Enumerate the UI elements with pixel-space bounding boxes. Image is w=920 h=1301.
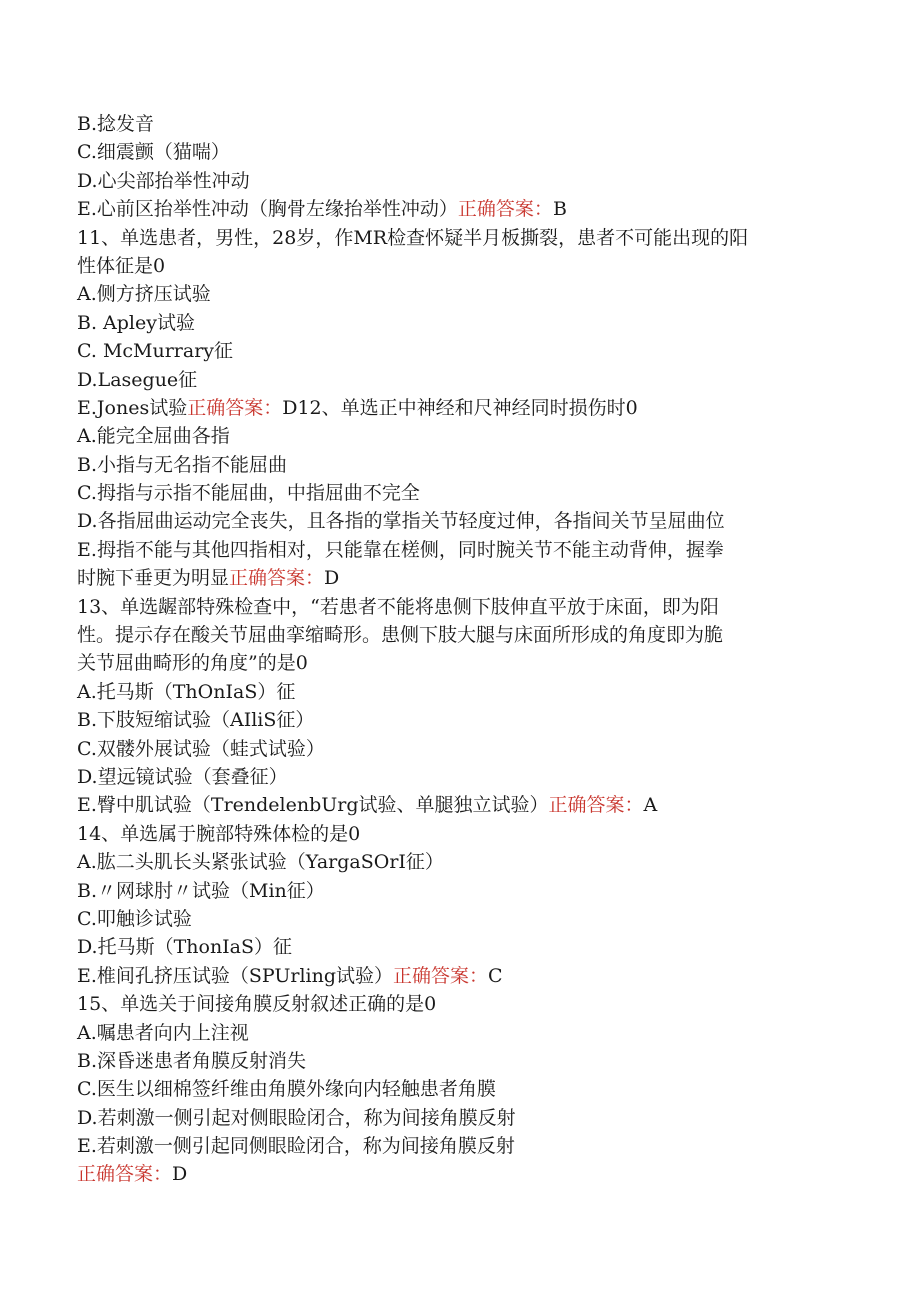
q13-answer-value: A (643, 794, 658, 817)
q11-option-c: C. McMurrary征 (77, 340, 234, 363)
q15-option-b: B.深昏迷患者角膜反射消失 (77, 1049, 307, 1072)
q13-option-c: C.双髅外展试验（蛙式试验） (77, 737, 325, 760)
q14-answer-label: 正确答案： (393, 964, 489, 987)
q12-option-d: D.各指屈曲运动完全丧失，且各指的掌指关节轻度过伸，各指间关节呈屈曲位 (77, 510, 725, 533)
q14-answer-value: C (488, 964, 503, 987)
q13-option-e-line (77, 791, 857, 819)
q11-option-e: E.Jones试验 (77, 396, 188, 419)
q13-option-e: E.臀中肌试验（TrendelenbUrg试验、单腿独立试验） (77, 794, 549, 817)
q14-option-b: B.〃网球肘〃试验（Min征） (77, 879, 325, 902)
q13-stem-line3: 关节屈曲畸形的角度”的是0 (77, 652, 308, 675)
q15-answer-label: 正确答案： (77, 1163, 173, 1186)
q11-option-a: A.侧方挤压试验 (77, 283, 211, 306)
q12-option-e-tail: 时腕下垂更为明显 (77, 567, 230, 590)
q14-option-c: C.叩触诊试验 (77, 907, 192, 930)
q11-answer-label: 正确答案： (187, 396, 283, 419)
q11-stem-line1: 11、单选患者，男性，28岁，作MR检查怀疑半月板撕裂，患者不可能出现的阳 (77, 226, 749, 249)
q13-option-b: B.下肢短缩试验（AIliS征） (77, 709, 315, 732)
q10-option-e: E.心前区抬举性冲动（胸骨左缘抬举性冲动） (77, 198, 458, 221)
q15-option-c: C.医生以细棉签纤维由角膜外缘向内轻触患者角膜 (77, 1078, 496, 1101)
q12-answer-label: 正确答案： (229, 567, 325, 590)
q14-option-e-line (77, 962, 857, 990)
q12-stem: 12、单选正中神经和尺神经同时损伤时0 (297, 396, 638, 419)
q13-stem-line2: 性。提示存在酸关节屈曲挛缩畸形。患侧下肢大腿与床面所形成的角度即为脆 (77, 624, 724, 647)
q15-option-e: E.若刺激一侧引起同侧眼睑闭合，称为间接角膜反射 (77, 1135, 515, 1158)
q13-option-a: A.托马斯（ThOnIaS）征 (77, 680, 296, 703)
q15-stem: 15、单选关于间接角膜反射叙述正确的是0 (77, 993, 437, 1016)
question-list (77, 110, 857, 1189)
q15-answer-line (77, 1160, 857, 1188)
q12-option-e-line2 (77, 564, 857, 592)
q11-stem-line2: 性体征是0 (77, 254, 166, 277)
q12-option-c: C.拇指与示指不能屈曲，中指屈曲不完全 (77, 482, 420, 505)
q13-answer-label: 正确答案： (548, 794, 644, 817)
q10-option-b: B.捻发音 (77, 113, 155, 135)
q10-option-d: D.心尖部抬举性冲动 (77, 169, 250, 192)
q11-answer-value: D (282, 396, 298, 419)
q14-stem: 14、单选属于腕部特殊体检的是0 (77, 822, 361, 845)
q12-option-a: A.能完全屈曲各指 (77, 425, 230, 448)
q14-option-e: E.椎间孔挤压试验（SPUrling试验） (77, 964, 394, 987)
q13-stem-line1: 13、单选龌部特殊检查中，“若患者不能将患侧下肢伸直平放于床面，即为阳 (77, 595, 719, 618)
q15-answer-value: D (172, 1163, 188, 1186)
q15-option-d: D.若刺激一侧引起对侧眼睑闭合，称为间接角膜反射 (77, 1106, 516, 1129)
q12-answer-value: D (324, 567, 340, 590)
q10-answer-label: 正确答案： (457, 198, 553, 221)
q11-option-b: B. Apley试验 (77, 311, 195, 334)
q12-option-e-line1: E.拇指不能与其他四指相对，只能靠在槎侧，同时腕关节不能主动背伸，握拳 (77, 538, 724, 561)
q11-option-d: D.Lasegue征 (77, 368, 198, 391)
q11-option-e-line (77, 394, 857, 422)
q12-option-b: B.小指与无名指不能屈曲 (77, 453, 288, 476)
q15-option-a: A.嘱患者向内上注视 (77, 1021, 249, 1044)
q13-option-d: D.望远镜试验（套叠征） (77, 765, 288, 788)
q14-option-a: A.肱二头肌长头紧张试验（YargaSOrI征） (77, 851, 444, 874)
q10-option-c: C.细震颤（猫喘） (77, 141, 230, 164)
q14-option-d: D.托马斯（ThonIaS）征 (77, 936, 293, 959)
q10-option-e-line (77, 195, 857, 223)
q10-answer-value: B (552, 198, 567, 221)
